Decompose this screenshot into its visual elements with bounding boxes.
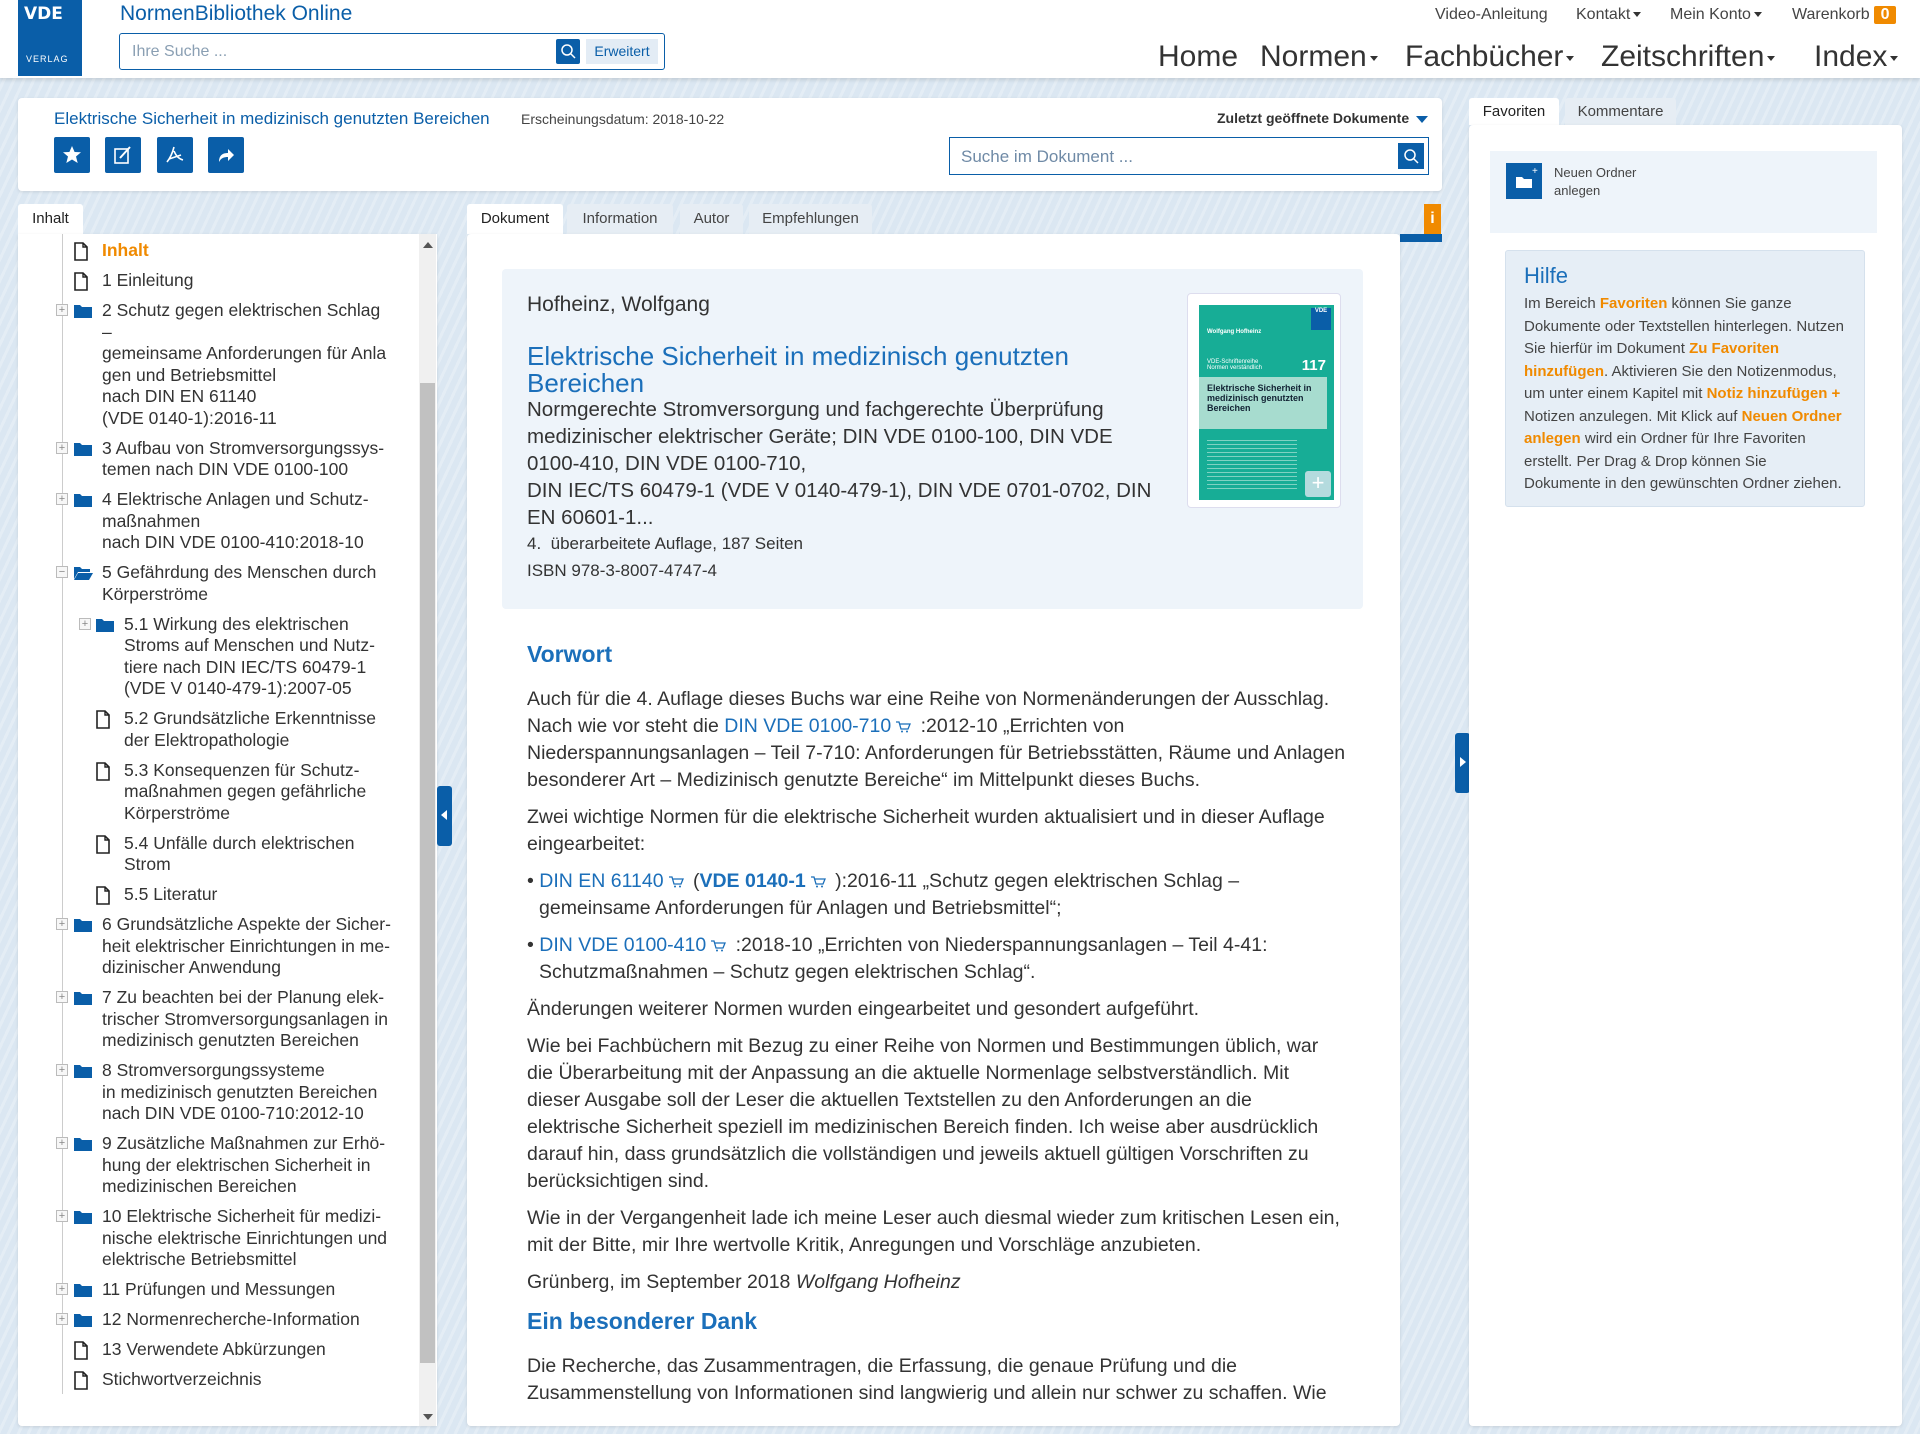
table-of-contents-panel: [18, 234, 437, 1426]
toc-item-label: 13 Verwendete Abkürzungen: [102, 1339, 326, 1359]
file-icon: [95, 886, 111, 905]
document-search[interactable]: [949, 137, 1429, 175]
file-icon: [95, 835, 111, 854]
brand-title[interactable]: NormenBibliothek Online: [120, 2, 353, 25]
text-run: (: [687, 870, 700, 892]
toc-item-label: 5.5 Literatur: [124, 884, 218, 904]
nav-normen[interactable]: [1260, 40, 1378, 74]
expand-icon[interactable]: +: [56, 304, 68, 316]
nav-label: Index: [1814, 40, 1888, 73]
text-run: Zwei wichtige Normen für die elektrische Sicherheit wurden aktualisiert und in dieser Auflage eingearbeitet:: [527, 806, 1325, 855]
logo-subtext: VERLAG: [26, 54, 69, 64]
folder-icon: [73, 440, 93, 457]
paragraph: [527, 804, 1347, 858]
toc-item-label: 5.1 Wirkung des elektrischen Stroms auf Menschen und Nutz- tiere nach DIN IEC/TS 60479-1 (VDE V 0140-479-1):2007-05: [124, 613, 375, 698]
folder-icon: [73, 916, 93, 933]
text-run: Ein besonderer Dank: [527, 1308, 758, 1334]
toc-item[interactable]: [18, 884, 418, 906]
expand-icon[interactable]: +: [56, 1137, 68, 1149]
help-text-run: wird ein Ordner für Ihre Favoriten erstellt. Per Drag & Drop können Sie Dokumente in den gewünschten Ordner ziehen.: [1524, 430, 1842, 492]
expand-icon[interactable]: +: [56, 1283, 68, 1295]
section-heading: [527, 1308, 1347, 1335]
cart-icon[interactable]: [810, 876, 826, 888]
expand-icon[interactable]: +: [56, 1210, 68, 1222]
toc-item-label: 5.2 Grundsätzliche Erkenntnisse der Elektropathologie: [124, 708, 376, 750]
folder-icon: [73, 1135, 93, 1152]
help-highlight: Favoriten: [1599, 295, 1668, 312]
help-box: [1505, 250, 1865, 507]
scroll-up-icon[interactable]: [423, 242, 433, 248]
nav-label: Normen: [1260, 40, 1367, 73]
book-subtitle: [527, 396, 1157, 531]
help-text-run: Notizen anzulegen. Mit Klick auf: [1524, 407, 1742, 425]
document-title[interactable]: Elektrische Sicherheit in medizinisch genutzten Bereichen: [54, 109, 490, 128]
toc-item-label: 3 Aufbau von Stromversorgungssys- temen nach DIN VDE 0100-100: [102, 437, 385, 479]
nav-label: Fachbücher: [1405, 40, 1564, 73]
toc-item[interactable]: [18, 270, 418, 292]
recent-label: Zuletzt geöffnete Dokumente: [1216, 110, 1410, 126]
norm-link[interactable]: DIN EN 61140: [539, 870, 664, 892]
new-folder-button[interactable]: [1506, 163, 1542, 199]
search-button[interactable]: [556, 39, 580, 64]
top-header: [0, 0, 1920, 78]
logo-text: VDE: [24, 4, 63, 24]
section-heading: [527, 641, 1347, 668]
cart-count-badge: 0: [1874, 6, 1896, 24]
share-icon: [216, 145, 236, 165]
paragraph: [527, 1269, 1347, 1296]
search-icon: [556, 39, 580, 64]
paragraph: [527, 686, 1347, 794]
toc-item-label: 12 Normenrecherche-Information: [102, 1309, 360, 1329]
folder-icon: [73, 989, 93, 1006]
subtitle-part: Normgerechte Stromversorgung und fachgerechte Überprüfung medizinischer elektrischer Geräte; DIN VDE 0100-100, DIN VDE 0100-410, DIN VDE 0100-710,: [527, 398, 1113, 475]
subtitle-part: DIN IEC/TS 60479-1 (VDE V 0140-479-1), DIN VDE 0701-0702, DIN EN 60601-1...: [527, 479, 1152, 529]
edit-icon: [113, 145, 133, 165]
toc-item[interactable]: [18, 1369, 418, 1391]
global-search[interactable]: [119, 33, 665, 70]
toc-item-label: 6 Grundsätzliche Aspekte der Sicher- heit elektrischer Einrichtungen in me- dizinischer Anwendung: [102, 914, 391, 977]
collapse-icon[interactable]: −: [56, 566, 68, 578]
toc-item-label: 5.3 Konsequenzen für Schutz- maßnahmen gegen gefährliche Körperströme: [124, 759, 367, 823]
toc-item[interactable]: [18, 987, 418, 1052]
cover-image: [1199, 305, 1334, 500]
paragraph: [527, 1033, 1347, 1195]
scroll-down-icon[interactable]: [423, 1414, 433, 1420]
toc-item[interactable]: [18, 1133, 418, 1198]
chevron-down-icon: [1754, 12, 1762, 17]
pdf-button[interactable]: [157, 137, 193, 173]
chevron-down-icon: [1633, 12, 1641, 17]
folder-icon: [73, 1281, 93, 1298]
toc-item[interactable]: [18, 438, 418, 481]
help-text-run: können Sie ganze Dokumente oder Textstellen hinterlegen. Nutzen Sie hierfür im Dokument: [1524, 295, 1844, 357]
favorite-button[interactable]: [54, 137, 90, 173]
help-title: Hilfe: [1524, 263, 1569, 288]
nav-home[interactable]: Home: [1158, 40, 1239, 73]
toc-item[interactable]: [18, 914, 418, 979]
chevron-down-icon: [1370, 56, 1378, 61]
svg-text:+: +: [1532, 166, 1538, 177]
cart-link[interactable]: [1792, 6, 1896, 24]
chevron-down-icon: [1767, 56, 1775, 61]
folder-plus-icon: [1506, 163, 1542, 199]
expand-icon[interactable]: +: [79, 618, 91, 630]
expand-icon[interactable]: +: [56, 493, 68, 505]
file-icon: [95, 762, 111, 781]
document-header: [18, 98, 1442, 191]
book-title[interactable]: Elektrische Sicherheit in medizinisch genutzten Bereichen: [527, 341, 1069, 398]
toc-item-label: 9 Zusätzliche Maßnahmen zur Erhö- hung der elektrischen Sicherheit in medizinischen Bereichen: [102, 1133, 386, 1196]
cover-series: VDE-Schriftenreihe Normen verständlich: [1207, 359, 1263, 371]
folder-open-icon: [73, 564, 94, 581]
text-run: •: [527, 870, 540, 892]
account-label: Mein Konto: [1670, 6, 1751, 23]
folder-icon: [95, 616, 115, 633]
file-icon: [73, 242, 89, 261]
cover-author: Wolfgang Hofheinz: [1207, 329, 1262, 335]
file-icon: [95, 710, 111, 729]
info-bar: [1400, 234, 1442, 242]
toc-item[interactable]: [18, 1339, 418, 1361]
nav-zeitschriften[interactable]: [1601, 40, 1775, 74]
file-icon: [73, 1341, 89, 1360]
help-highlight: Zu Favoriten hinzufügen: [1524, 340, 1780, 380]
toc-item-label: 8 Stromversorgungssysteme in medizinisch genutzten Bereichen nach DIN VDE 0100-710:2012-10: [102, 1060, 378, 1123]
pdf-icon: [165, 145, 185, 165]
text-run: Auch für die 4. Auflage dieses Buchs war eine Reihe von Normenänderungen der Ausschlag. Nach wie vor steht die: [527, 688, 1330, 737]
recent-documents-dropdown[interactable]: [1217, 110, 1428, 126]
scrollbar-thumb[interactable]: [420, 383, 435, 1363]
chevron-down-icon: [1890, 56, 1898, 61]
collapse-right-handle[interactable]: [1455, 733, 1470, 793]
folder-icon: [73, 491, 93, 508]
document-panel: [467, 234, 1400, 1426]
toc-item-label: 5 Gefährdung des Menschen durch Körperströme: [102, 562, 377, 604]
nav-fachbuecher[interactable]: [1405, 40, 1574, 74]
toc-item[interactable]: [18, 614, 418, 700]
document-search-input[interactable]: Suche im Dokument ...: [961, 147, 1133, 166]
text-run: Vorwort: [527, 641, 613, 667]
cover-title: Elektrische Sicherheit in medizinisch genutzten Bereichen: [1199, 377, 1327, 429]
text-run: Wie in der Vergangenheit lade ich meine Leser auch diesmal wieder zum kritischen Lesen ein, mit der Bitte, mir Ihre wertvolle Kritik, Anregungen und Vorschläge anzubieten.: [527, 1207, 1340, 1256]
norm-link[interactable]: VDE 0140-1: [699, 870, 806, 892]
help-text-run: . Aktivieren Sie den Notizenmodus, um unter einem Kapitel mit: [1524, 362, 1837, 402]
toc-item-label: Stichwortverzeichnis: [102, 1369, 262, 1389]
expand-icon[interactable]: +: [56, 991, 68, 1003]
vde-logo[interactable]: [18, 0, 82, 76]
note-mode-button[interactable]: [105, 137, 141, 173]
cart-icon[interactable]: [668, 876, 684, 888]
tab-inhalt[interactable]: Inhalt: [18, 204, 83, 234]
toc-item-label: 4 Elektrische Anlagen und Schutz- maßnahmen nach DIN VDE 0100-410:2018-10: [102, 489, 369, 552]
toc-item[interactable]: [18, 1060, 418, 1125]
text-run: Wie bei Fachbüchern mit Bezug zu einer Reihe von Normen und Bestimmungen üblich, war die Überarbeitung mit der Anpassung an die aktuelle Normenlage selbstverständlich. Mit dieser Ausgabe soll der Leser die aktuellen Textstellen zu den Anforderungen an die elektrische Sicherheit speziell im medizinischen Bereich finden. Ich weise aber ausdrücklich darauf hin, dass grundsätzlich die vollständigen und jeweils aktuell gültigen Vorschriften zu berücksichtigen sind.: [527, 1035, 1319, 1192]
share-button[interactable]: [208, 137, 244, 173]
norm-link[interactable]: DIN VDE 0100-710: [724, 715, 892, 737]
help-highlight: Notiz hinzufügen +: [1706, 385, 1841, 402]
toc-item[interactable]: [18, 562, 418, 605]
publication-date: Erscheinungsdatum: 2018-10-22: [521, 111, 725, 127]
book-author: Hofheinz, Wolfgang: [527, 293, 710, 316]
cart-icon[interactable]: [895, 721, 911, 733]
toc-item[interactable]: [18, 833, 418, 876]
text-run: :2012-10 „Errichten von Niederspannungsanlagen – Teil 7-710: Anforderungen für Betriebsstätten, Räume und Anlagen besonderer Art – Medizinisch genutzte Bereiche“ im Mittelpunkt dieses Buchs.: [527, 715, 1346, 791]
video-guide-link[interactable]: Video-Anleitung: [1435, 6, 1548, 23]
document-search-button[interactable]: [1398, 143, 1424, 169]
paragraph: [527, 1353, 1347, 1407]
cover-number: 117: [1301, 357, 1326, 374]
text-run: •: [527, 934, 540, 956]
toc-item[interactable]: [18, 1279, 418, 1301]
contact-label: Kontakt: [1576, 6, 1631, 23]
tab-autor[interactable]: Autor: [680, 204, 743, 234]
text-run: ):2016-11 „Schutz gegen elektrischen Schlag – gemeinsame Anforderungen für Anlagen und Betriebsmittel“;: [539, 870, 1240, 919]
tab-dokument[interactable]: Dokument: [467, 204, 563, 234]
cover-logo: VDE: [1311, 308, 1331, 330]
folder-icon: [73, 1311, 93, 1328]
search-input[interactable]: Ihre Suche ...: [132, 43, 228, 60]
toc-item-label: 5.4 Unfälle durch elektrischen Strom: [124, 832, 355, 874]
tab-information[interactable]: Information: [567, 204, 673, 234]
toc-item[interactable]: [18, 240, 418, 262]
favorites-panel: [1469, 125, 1902, 1426]
collapse-left-handle[interactable]: [437, 786, 452, 846]
toc-item[interactable]: [18, 300, 418, 429]
expand-icon[interactable]: +: [56, 442, 68, 454]
tab-kommentare[interactable]: Kommentare: [1565, 98, 1676, 125]
norm-link[interactable]: DIN VDE 0100-410: [539, 934, 707, 956]
new-folder-area: [1490, 151, 1877, 233]
text-run: Änderungen weiterer Normen wurden eingearbeitet und gesondert aufgeführt.: [527, 998, 1200, 1020]
account-menu[interactable]: [1670, 6, 1762, 24]
search-icon: [1398, 143, 1424, 169]
star-icon: [62, 145, 82, 165]
paragraph: [527, 1205, 1347, 1259]
toc-item-label: 7 Zu beachten bei der Planung elek- trischer Stromversorgungsanlagen in medizinisch genutzten Bereichen: [102, 987, 388, 1050]
toc-item-label: 10 Elektrische Sicherheit für medizi- nische elektrische Einrichtungen und elektrische Betriebsmittel: [102, 1206, 388, 1269]
book-info-box: [502, 269, 1363, 609]
tab-favoriten[interactable]: Favoriten: [1469, 98, 1559, 125]
file-icon: [73, 1371, 89, 1390]
bullet-item: [527, 868, 1347, 922]
text-run: :2018-10 „Errichten von Niederspannungsanlagen – Teil 4-41: Schutzmaßnahmen – Schutz gegen elektrischen Schlag“.: [539, 934, 1268, 983]
chevron-down-icon: [1416, 116, 1428, 123]
text-run: Grünberg, im September 2018: [527, 1271, 796, 1293]
toc-tree: [18, 240, 418, 1399]
help-text: [1524, 293, 1846, 496]
plus-icon[interactable]: +: [1305, 471, 1331, 497]
document-body: [527, 629, 1347, 1417]
paragraph: [527, 996, 1347, 1023]
chevron-left-icon: [441, 810, 447, 820]
text-run: Wolfgang Hofheinz: [795, 1271, 961, 1293]
toc-item[interactable]: [18, 489, 418, 554]
cover-text-lines: [1207, 440, 1297, 490]
cart-icon[interactable]: [710, 940, 726, 952]
chevron-down-icon: [1566, 56, 1574, 61]
folder-icon: [73, 1208, 93, 1225]
toc-item-label: 2 Schutz gegen elektrischen Schlag – gemeinsame Anforderungen für Anla gen und Betriebsmittel nach DIN EN 61140 (VDE 0140-1):2016-11: [102, 300, 387, 428]
book-cover[interactable]: [1187, 293, 1341, 508]
chevron-right-icon: [1460, 757, 1466, 767]
toc-item[interactable]: [18, 1309, 418, 1331]
bullet-item: [527, 932, 1347, 986]
toc-item-label: Inhalt: [102, 240, 149, 260]
cart-label: Warenkorb: [1792, 6, 1870, 23]
expand-icon[interactable]: +: [56, 918, 68, 930]
book-edition: 4. überarbeitete Auflage, 187 Seiten: [527, 534, 803, 553]
new-folder-label[interactable]: Neuen Ordner anlegen: [1554, 165, 1637, 198]
text-run: Die Recherche, das Zusammentragen, die Erfassung, die genaue Prüfung und die Zusammenstellung von Informationen sind langwierig und allein nur schwer zu schaffen. Wie: [527, 1355, 1327, 1404]
help-highlight: Neuen Ordner anlegen: [1524, 407, 1842, 447]
toc-item-label: 1 Einleitung: [102, 270, 194, 290]
expand-icon[interactable]: +: [56, 1064, 68, 1076]
toc-item-label: 11 Prüfungen und Messungen: [102, 1279, 336, 1299]
expand-icon[interactable]: +: [56, 1313, 68, 1325]
book-isbn: ISBN 978-3-8007-4747-4: [527, 561, 717, 580]
folder-icon: [73, 302, 93, 319]
tab-empfehlungen[interactable]: Empfehlungen: [749, 204, 872, 234]
folder-icon: [73, 1062, 93, 1079]
nav-label: Zeitschriften: [1601, 40, 1765, 73]
file-icon: [73, 272, 89, 291]
help-text-run: Im Bereich: [1524, 295, 1600, 312]
nav-index[interactable]: [1814, 40, 1898, 74]
contact-menu[interactable]: [1576, 6, 1641, 24]
toc-item[interactable]: [18, 708, 418, 751]
advanced-search-button[interactable]: Erweitert: [586, 39, 658, 64]
info-button[interactable]: i: [1424, 204, 1441, 234]
toc-item[interactable]: [18, 1206, 418, 1271]
toc-item[interactable]: [18, 760, 418, 825]
